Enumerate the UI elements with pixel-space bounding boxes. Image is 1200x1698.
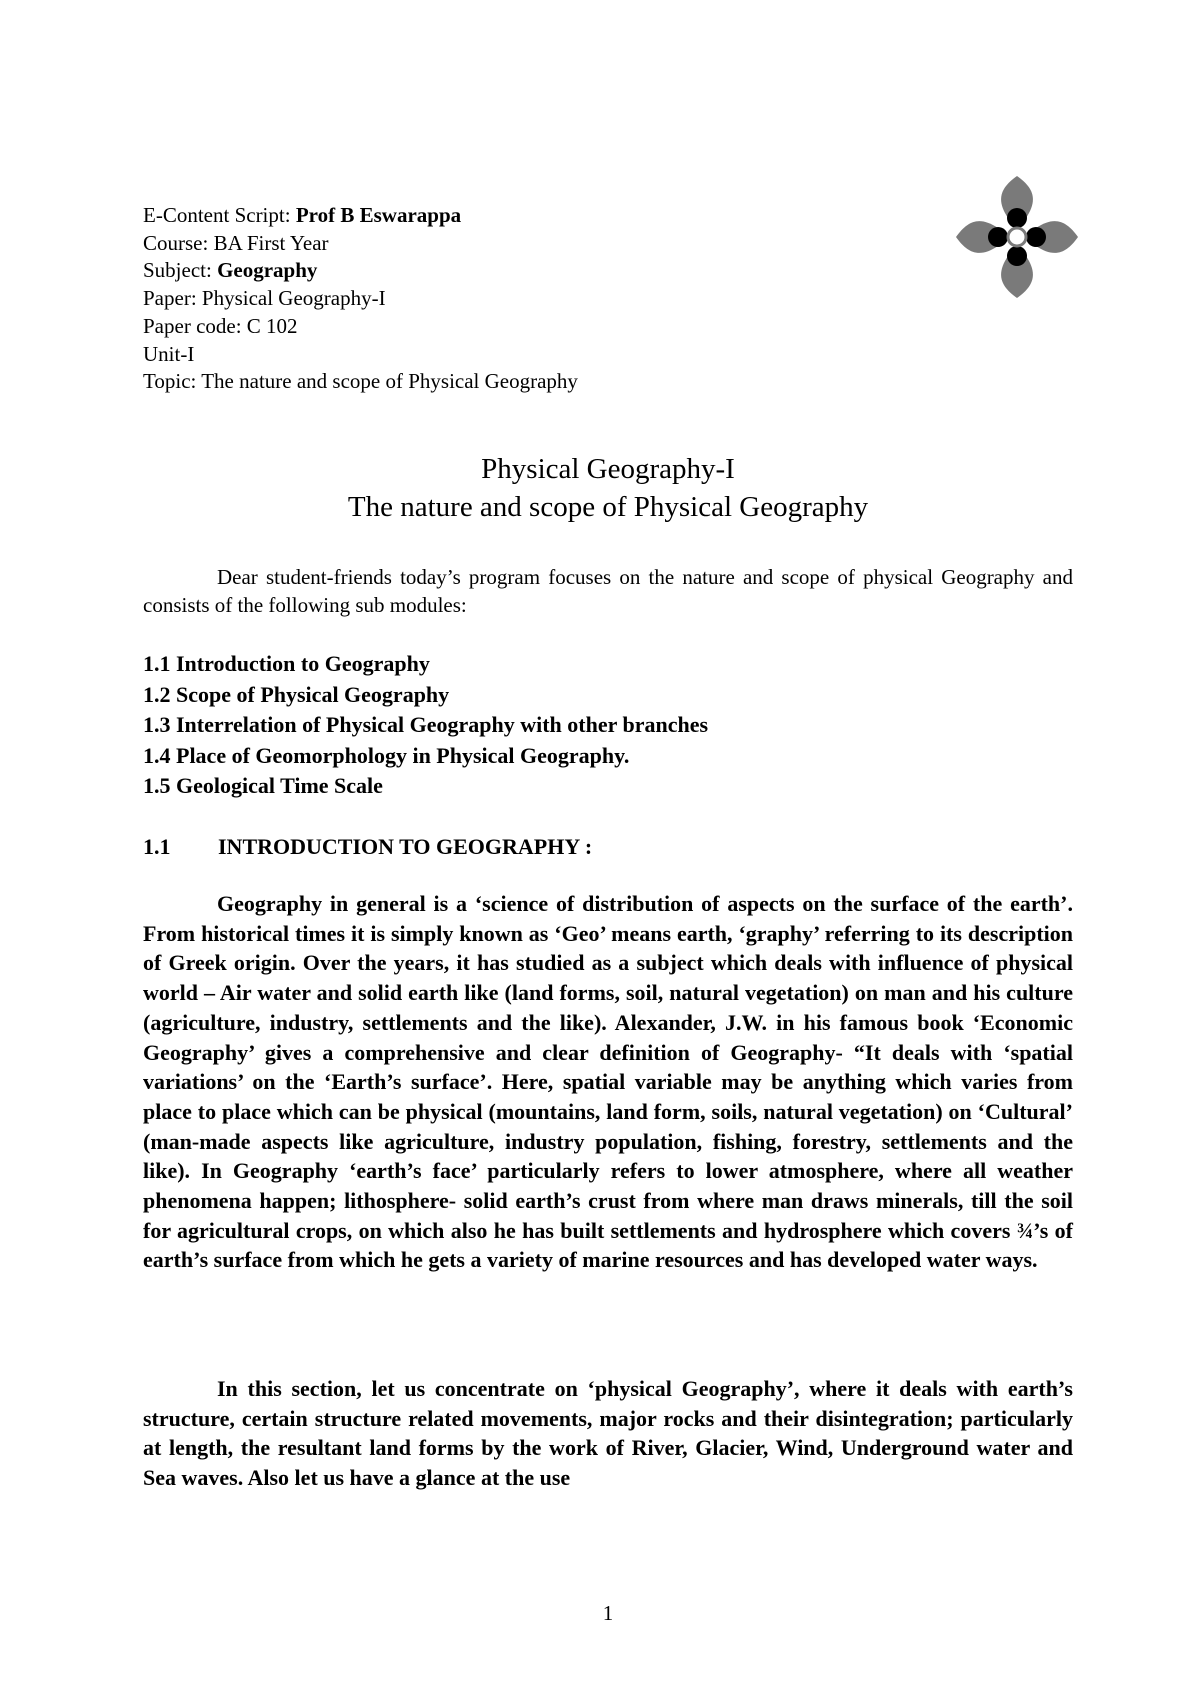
intro-paragraph: Dear student-friends today’s program focuses on the nature and scope of physical Geography and consists of the following sub modules: [143,565,1073,617]
module-item: 1.2 Scope of Physical Geography [143,681,450,707]
section-number: 1.1 [143,834,171,859]
topic-line: Topic: The nature and scope of Physical Geography [143,369,578,394]
module-item: 1.5 Geological Time Scale [143,773,383,798]
paper-line: Paper: Physical Geography-I [143,286,386,311]
script-author: Prof B Eswarappa [295,203,462,227]
unit-line: Unit-I [143,341,195,366]
module-item: 1.4 Place of Geomorphology in Physical Geography. [143,742,630,768]
section-heading [143,832,1073,862]
section-title: INTRODUCTION TO GEOGRAPHY : [218,834,593,859]
module-item: 1.3 Interrelation of Physical Geography with other branches [143,712,709,737]
body-paragraph: Geography in general is a ‘science of distribution of aspects on the surface of the earth’. From historical times it is simply known as ‘Geo’ means earth, ‘graphy’ referring to its description of Greek origin. Over the years, it has studied as a subject which deals with influence of physical world – Air water and solid earth like (land forms, soil, natural vegetation) on man and his culture (agriculture, industry, settlements and the like). Alexander, J.W. in his famous book ‘Economic Geography’ gives a comprehensive and clear definition of Geography- “It deals with ‘spatial variations’ on the ‘Earth’s surface’. Here, spatial variable may be anything which varies from place to place which can be physical (mountains, land form, soils, natural vegetation) on ‘Cultural’ (man-made aspects like agriculture, industry population, fishing, forestry, settlements and the like). In Geography ‘earth’s face’ particularly refers to lower atmosphere, where all weather phenomena happen; lithosphere- solid earth’s crust from where man draws minerals, till the soil for agricultural crops, on which also he has built settlements and hydrosphere which covers ¾’s of earth’s surface from which he gets a variety of marine resources and has developed water ways. [143,891,1073,1273]
main-title: Physical Geography-I [481,453,735,485]
course-line: Course: BA First Year [143,230,329,255]
paper-code-line: Paper code: C 102 [143,313,298,338]
subject-label: Subject: [143,258,218,283]
module-item: 1.1 Introduction to Geography [143,651,430,676]
page-number: 1 [602,1601,614,1625]
sub-module-list [143,649,1073,802]
script-label: E-Content Script: [143,203,296,227]
document-titles [143,450,1073,526]
subject-line [143,257,903,285]
subtitle: The nature and scope of Physical Geography [347,491,869,523]
university-emblem-icon [954,174,1080,300]
script-line [143,202,903,230]
body-paragraph: In this section, let us concentrate on ‘physical Geography’, where it deals with earth’s structure, certain structure related movements, major rocks and their disintegration; particularly at length, the resultant land forms by the work of River, Glacier, Wind, Underground water and Sea waves. Also let us have a glance at the use [143,1376,1073,1491]
document-metadata [143,202,903,396]
subject-value: Geography [217,258,318,283]
